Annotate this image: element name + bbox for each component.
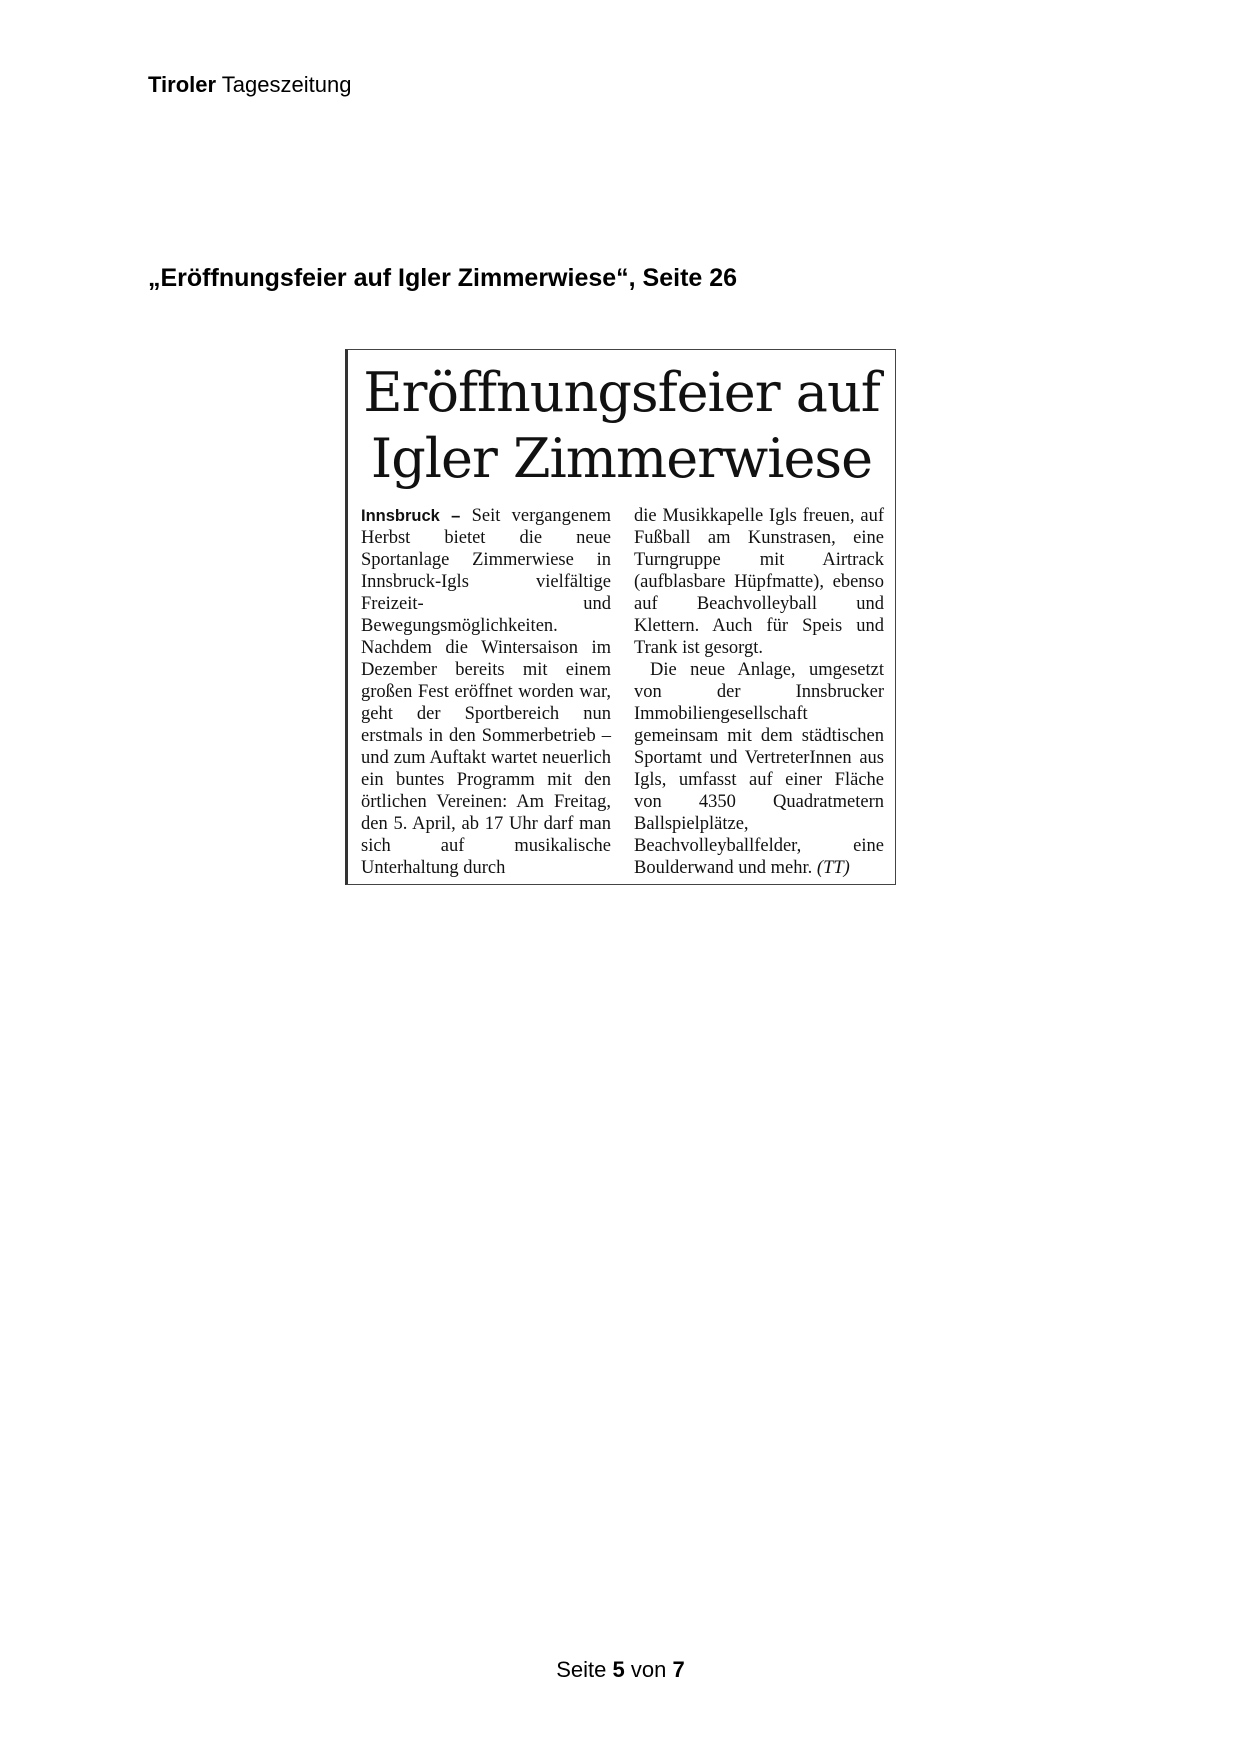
page-footer xyxy=(0,1657,1241,1683)
page-of-label: von xyxy=(630,1657,667,1682)
newspaper-clipping xyxy=(345,349,896,885)
article-column-2 xyxy=(634,505,884,879)
article-body xyxy=(361,505,884,879)
article-paragraph xyxy=(361,505,611,879)
brand-name-bold: Tiroler xyxy=(148,72,217,97)
article-headline xyxy=(348,360,895,492)
headline-line-1: Eröffnungsfeier auf xyxy=(363,361,880,424)
column-1-text: Seit vergangenem Herbst bietet die neue Sportanlage Zimmerwiese in Innsbruck-Igls vielfältige Freizeit- und Bewegungsmöglichkeiten. Nachdem die Wintersaison im Dezember bereits mit einem großen Fest eröffnet worden war, geht der Sportbereich nun erstmals in den Sommerbetrieb – und zum Auftakt wartet neuerlich ein buntes Programm mit den örtlichen Vereinen: Am Freitag, den 5. April, ab 17 Uhr darf man sich auf musikalische Unterhaltung durch xyxy=(361,506,611,878)
article-paragraph xyxy=(634,659,884,879)
article-paragraph: die Musikkapelle Igls freuen, auf Fußball am Kunstrasen, eine Turngruppe mit Airtrack (aufblasbare Hüpfmatte), ebenso auf Beachvolleyball und Klettern. Auch für Speis und Trank ist gesorgt. xyxy=(634,506,884,658)
brand-name-regular: Tageszeitung xyxy=(221,72,352,97)
publication-header xyxy=(148,72,351,98)
article-column-1 xyxy=(361,505,611,879)
page-label: Seite xyxy=(556,1657,607,1682)
total-page-count: 7 xyxy=(672,1657,685,1682)
column-2-text: Die neue Anlage, umgesetzt von der Innsbrucker Immobiliengesellschaft gemeinsam mit dem städtischen Sportamt und VertreterInnen aus Igls, umfasst auf einer Fläche von 4350 Quadratmetern Ballspielplätze, Beachvolleyballfelder, eine Boulderwand und mehr. xyxy=(634,660,884,878)
author-credit: (TT) xyxy=(816,858,850,878)
article-reference-title: „Eröffnungsfeier auf Igler Zimmerwiese“, Seite 26 xyxy=(148,264,738,292)
current-page-number: 5 xyxy=(612,1657,625,1682)
headline-line-2: Igler Zimmerwiese xyxy=(370,427,873,490)
dateline: Innsbruck – xyxy=(361,507,461,525)
